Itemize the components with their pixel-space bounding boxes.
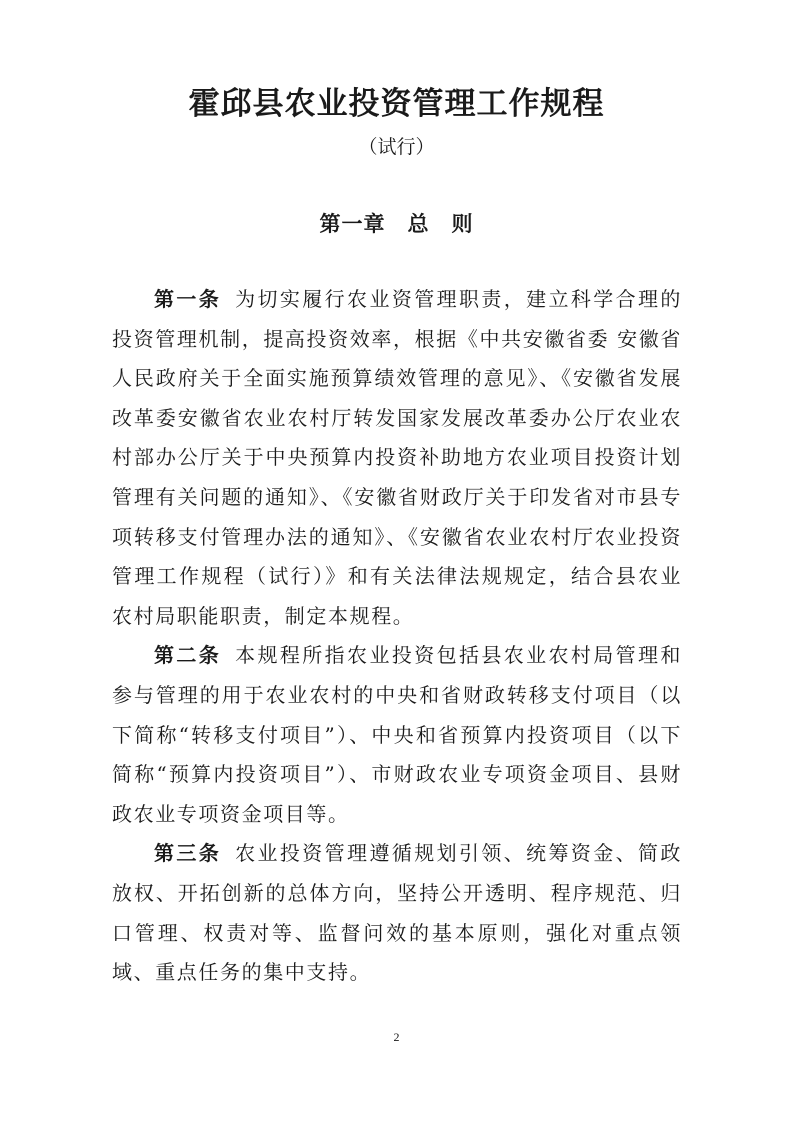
chapter-name: 总 则 (407, 212, 474, 236)
page-number: 2 (393, 1030, 400, 1044)
article-2-text: 本规程所指农业投资包括县农业农村局管理和参与管理的用于农业农村的中央和省财政转移支付项目（以下简称“转移支付项目”）、中央和省预算内投资项目（以下简称“预算内投资项目”）、市财政农业专项资金项目、县财政农业专项资金项目等。 (112, 643, 682, 826)
article-3-text: 农业投资管理遵循规划引领、统筹资金、简政放权、开拓创新的总体方向，坚持公开透明、程序规范、归口管理、权责对等、监督问效的基本原则，强化对重点领域、重点任务的集中支持。 (112, 841, 682, 985)
chapter-heading (0, 208, 793, 238)
document-subtitle: （试行） (358, 136, 435, 158)
document-title: 霍邱县农业投资管理工作规程 (188, 86, 605, 122)
article-3-label: 第三条 (154, 841, 222, 866)
chapter-number: 第一章 (319, 212, 386, 236)
article-3 (112, 834, 682, 992)
article-1-label: 第一条 (154, 287, 222, 311)
article-2 (112, 636, 682, 834)
body-text (112, 280, 682, 993)
article-2-label: 第二条 (154, 643, 222, 668)
article-1 (112, 280, 682, 636)
article-1-text: 为切实履行农业资管理职责，建立科学合理的投资管理机制，提高投资效率，根据《中共安徽省委 安徽省人民政府关于全面实施预算绩效管理的意见》、《安徽省发展改革委安徽省农业农村厅转发国家发展改革委办公厅农业农村部办公厅关于中央预算内投资补助地方农业项目投资计划管理有关问题的通知》、《安徽省财政厅关于印发省对市县专项转移支付管理办法的通知》、《安徽省农业农村厅农业投资管理工作规程（试行）》和有关法律法规规定，结合县农业农村局职能职责，制定本规程。 (112, 287, 682, 628)
